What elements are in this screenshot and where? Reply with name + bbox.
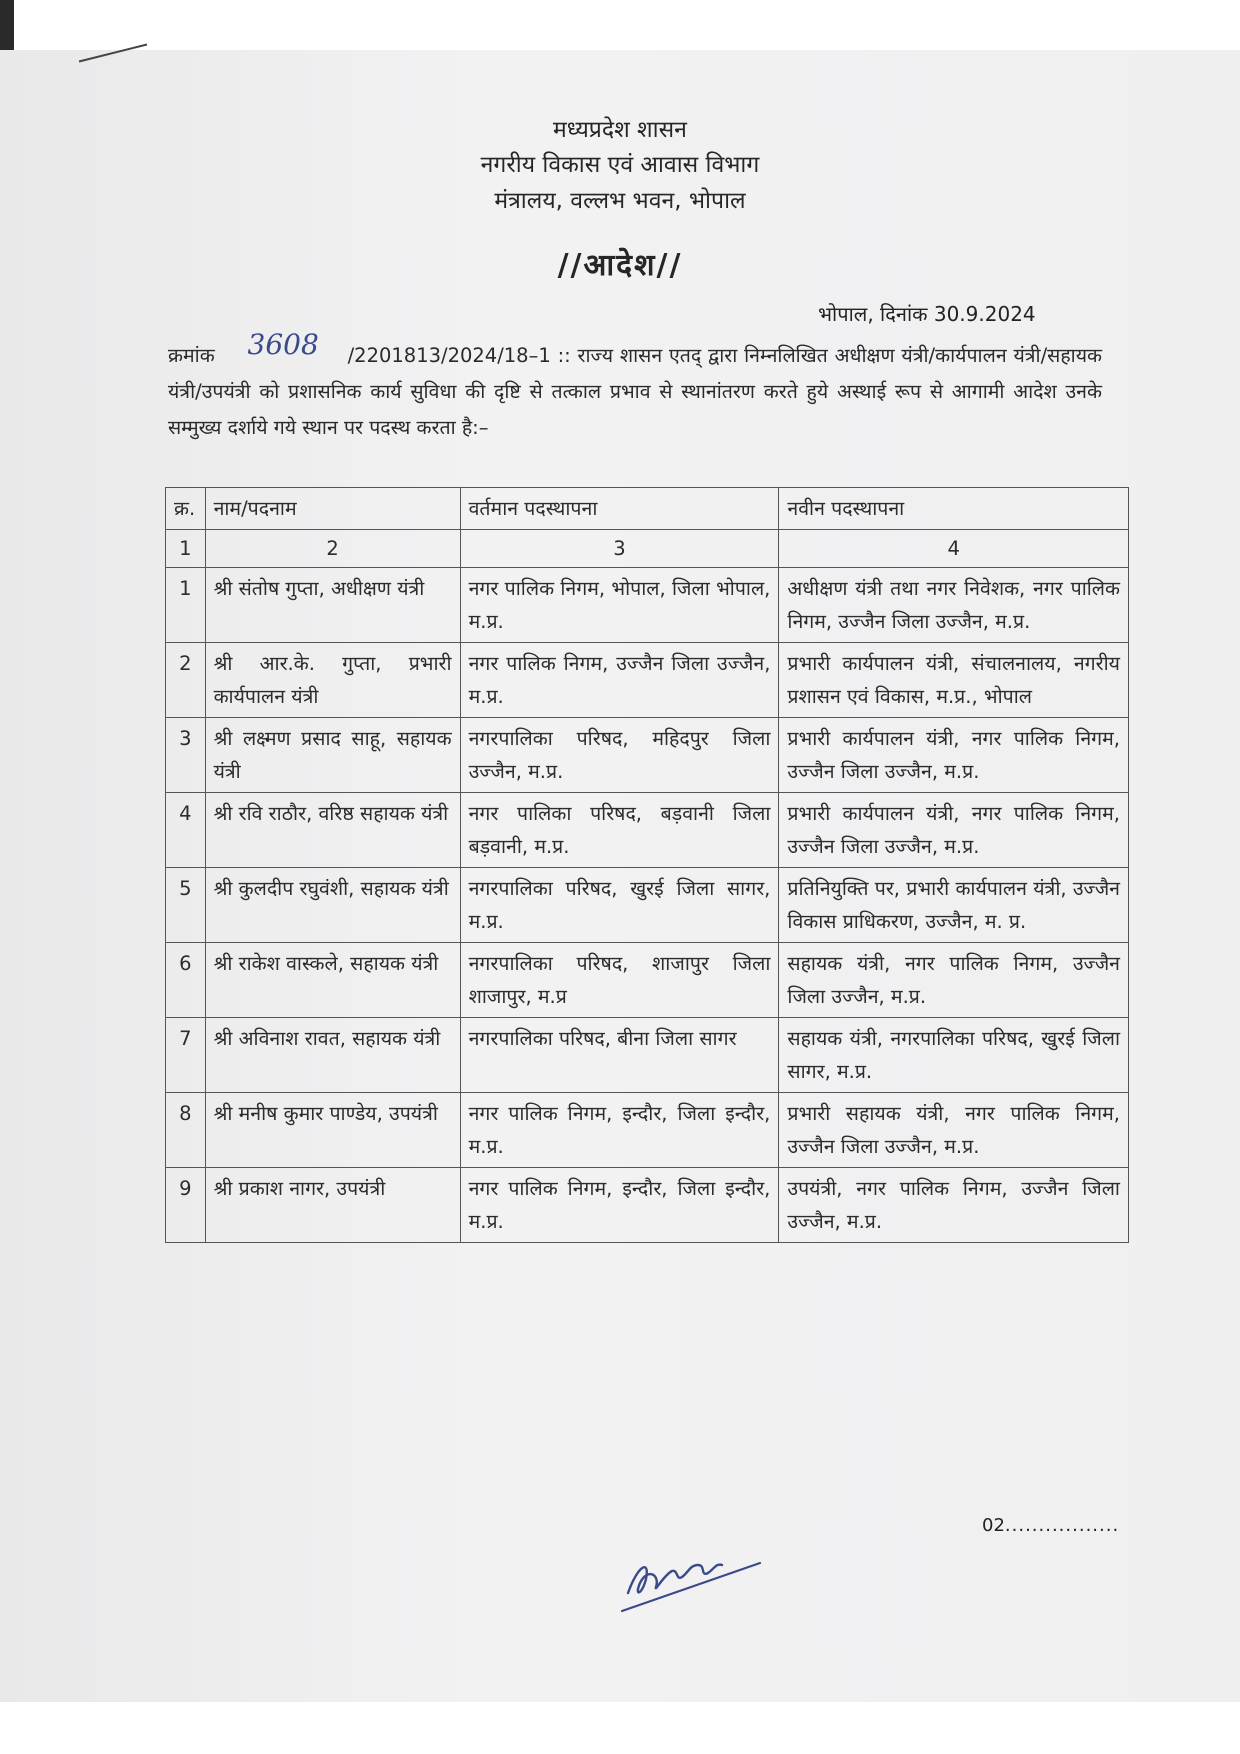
transfer-table (165, 487, 1129, 1243)
current-posting: नगरपालिका परिषद, खुरई जिला सागर, म.प्र. (460, 868, 779, 943)
next-page-indicator (982, 1515, 1119, 1536)
table-row (166, 568, 1129, 643)
new-posting: प्रतिनियुक्ति पर, प्रभारी कार्यपालन यंत्री, उज्जैन विकास प्राधिकरण, उज्जैन, म. प्र. (779, 868, 1129, 943)
table-header-row (166, 488, 1129, 530)
new-posting: प्रभारी सहायक यंत्री, नगर पालिक निगम, उज्जैन जिला उज्जैन, म.प्र. (779, 1093, 1129, 1168)
new-posting: प्रभारी कार्यपालन यंत्री, नगर पालिक निगम, उज्जैन जिला उज्जैन, म.प्र. (779, 793, 1129, 868)
signature (620, 1535, 770, 1619)
department-name: नगरीय विकास एवं आवास विभाग (480, 152, 760, 178)
order-title: //आदेश// (557, 248, 683, 283)
table-row (166, 643, 1129, 718)
table-row (166, 793, 1129, 868)
new-posting: सहायक यंत्री, नगरपालिका परिषद, खुरई जिला सागर, म.प्र. (779, 1018, 1129, 1093)
current-posting: नगर पालिक निगम, भोपाल, जिला भोपाल, म.प्र. (460, 568, 779, 643)
serial-number: 8 (166, 1093, 206, 1168)
table-row (166, 943, 1129, 1018)
column-number: 2 (205, 530, 460, 568)
table-row (166, 1018, 1129, 1093)
order-paragraph (168, 328, 1103, 446)
name-designation: श्री लक्ष्मण प्रसाद साहू, सहायक यंत्री (205, 718, 460, 793)
serial-number: 9 (166, 1168, 206, 1243)
current-posting: नगर पालिक निगम, इन्दौर, जिला इन्दौर, म.प्र. (460, 1093, 779, 1168)
government-name: मध्यप्रदेश शासन (553, 117, 687, 143)
current-posting: नगर पालिक निगम, उज्जैन जिला उज्जैन, म.प्र. (460, 643, 779, 718)
current-posting: नगरपालिका परिषद, बीना जिला सागर (460, 1018, 779, 1093)
serial-number: 3 (166, 718, 206, 793)
new-posting: प्रभारी कार्यपालन यंत्री, नगर पालिक निगम, उज्जैन जिला उज्जैन, म.प्र. (779, 718, 1129, 793)
new-posting: अधीक्षण यंत्री तथा नगर निवेशक, नगर पालिक निगम, उज्जैन जिला उज्जैन, म.प्र. (779, 568, 1129, 643)
serial-number: 2 (166, 643, 206, 718)
next-page-dots: ................. (1004, 1515, 1120, 1536)
serial-number: 1 (166, 568, 206, 643)
new-posting: सहायक यंत्री, नगर पालिक निगम, उज्जैन जिला उज्जैन, म.प्र. (779, 943, 1129, 1018)
current-posting: नगर पालिका परिषद, बड़वानी जिला बड़वानी, म.प्र. (460, 793, 779, 868)
current-posting: नगर पालिक निगम, इन्दौर, जिला इन्दौर, म.प्र. (460, 1168, 779, 1243)
header-name-designation: नाम/पदनाम (205, 488, 460, 530)
header-current-posting: वर्तमान पदस्थापना (460, 488, 779, 530)
name-designation: श्री मनीष कुमार पाण्डेय, उपयंत्री (205, 1093, 460, 1168)
column-number: 4 (779, 530, 1129, 568)
serial-number: 4 (166, 793, 206, 868)
table-row (166, 718, 1129, 793)
table-row (166, 868, 1129, 943)
header-new-posting: नवीन पदस्थापना (779, 488, 1129, 530)
name-designation: श्री राकेश वास्कले, सहायक यंत्री (205, 943, 460, 1018)
name-designation: श्री प्रकाश नागर, उपयंत्री (205, 1168, 460, 1243)
scan-bottom-border (0, 1702, 1240, 1754)
header-serial: क्र. (166, 488, 206, 530)
signature-scribble (620, 1535, 770, 1615)
name-designation: श्री रवि राठौर, वरिष्ठ सहायक यंत्री (205, 793, 460, 868)
new-posting: प्रभारी कार्यपालन यंत्री, संचालनालय, नगरीय प्रशासन एवं विकास, म.प्र., भोपाल (779, 643, 1129, 718)
column-number-row (166, 530, 1129, 568)
scan-top-border (0, 0, 1240, 50)
serial-number: 7 (166, 1018, 206, 1093)
ministry-address: मंत्रालय, वल्लभ भवन, भोपाल (494, 188, 746, 214)
name-designation: श्री अविनाश रावत, सहायक यंत्री (205, 1018, 460, 1093)
name-designation: श्री आर.के. गुप्ता, प्रभारी कार्यपालन यंत्री (205, 643, 460, 718)
reference-label: क्रमांक (168, 344, 215, 367)
name-designation: श्री कुलदीप रघुवंशी, सहायक यंत्री (205, 868, 460, 943)
reference-number-suffix: /2201813/2024/18–1 (347, 344, 551, 367)
table-row (166, 1093, 1129, 1168)
column-number: 3 (460, 530, 779, 568)
table-row (166, 1168, 1129, 1243)
serial-number: 6 (166, 943, 206, 1018)
date-line: भोपाल, दिनांक 30.9.2024 (818, 302, 1036, 326)
name-designation: श्री संतोष गुप्ता, अधीक्षण यंत्री (205, 568, 460, 643)
order-body-text: :: राज्य शासन एतद् द्वारा निम्नलिखित अधीक्षण यंत्री/कार्यपालन यंत्री/सहायक यंत्री/उपयंत्री को प्रशासनिक कार्य सुविधा की दृष्टि से तत्काल प्रभाव से स्थानांतरण करते हुये अस्थाई रूप से आगामी आदेश उनके सम्मुख्य दर्शाये गये स्थान पर पदस्थ करता है:– (168, 344, 1103, 439)
handwritten-order-number: 3608 (247, 328, 319, 361)
current-posting: नगरपालिका परिषद, शाजापुर जिला शाजापुर, म.प्र (460, 943, 779, 1018)
current-posting: नगरपालिका परिषद, महिदपुर जिला उज्जैन, म.प्र. (460, 718, 779, 793)
serial-number: 5 (166, 868, 206, 943)
next-page-number: 02 (982, 1515, 1005, 1536)
column-number: 1 (166, 530, 206, 568)
new-posting: उपयंत्री, नगर पालिक निगम, उज्जैन जिला उज्जैन, म.प्र. (779, 1168, 1129, 1243)
